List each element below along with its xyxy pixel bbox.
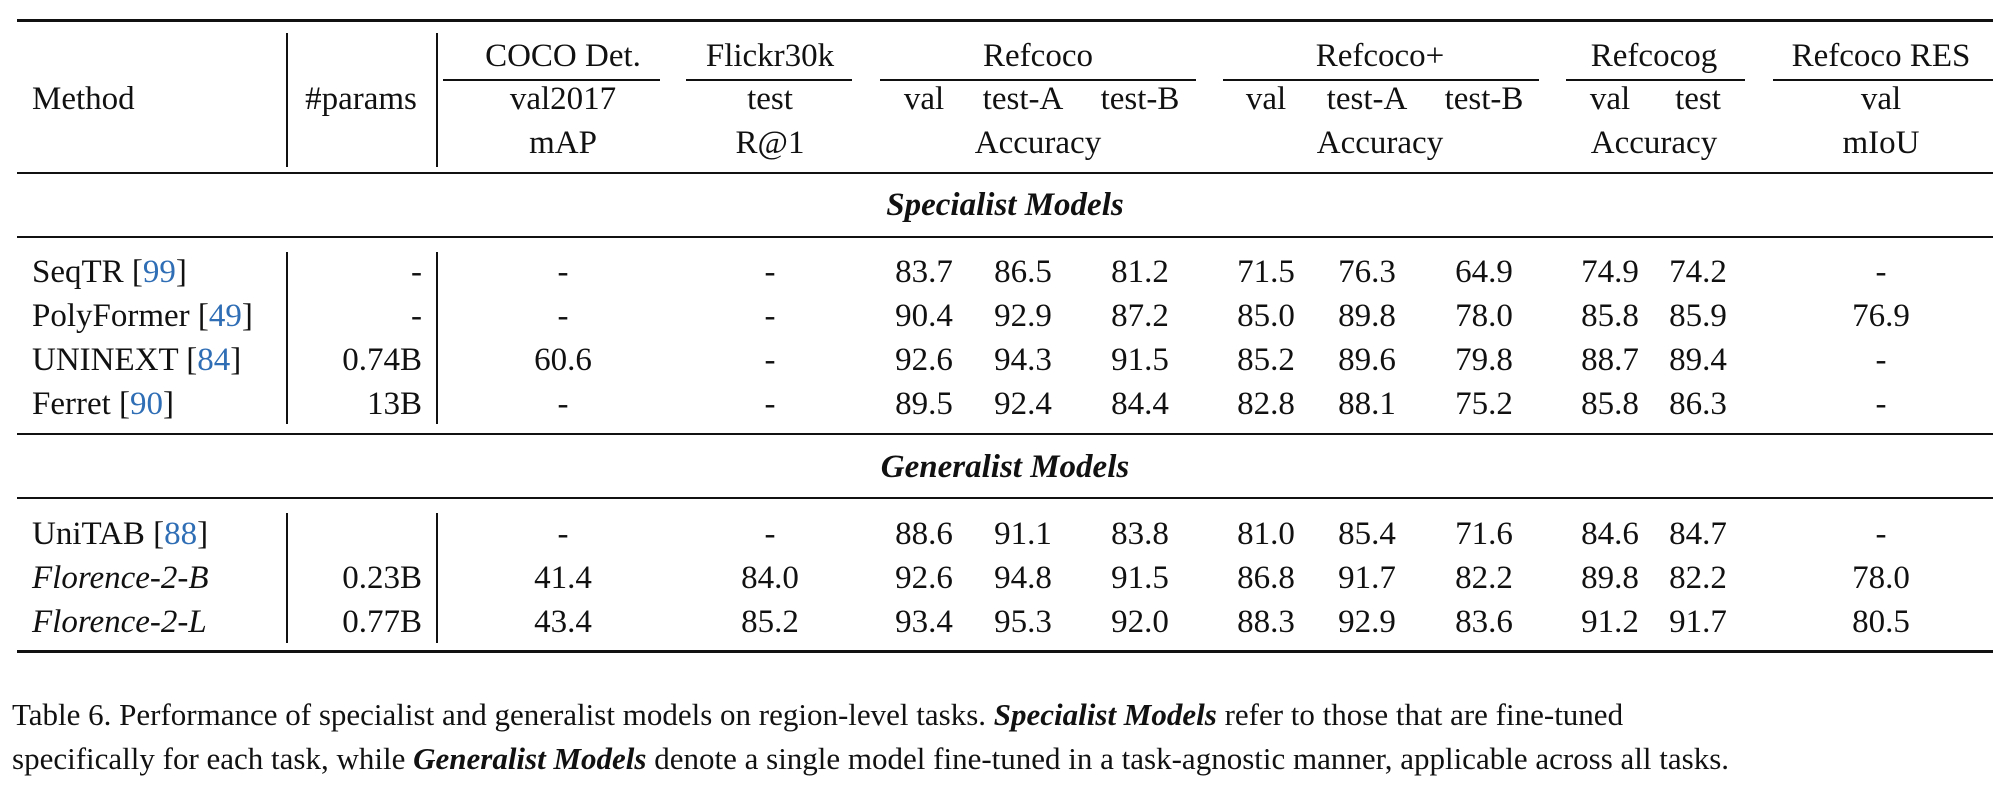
value-cell: -: [557, 254, 569, 290]
params-cell: -: [411, 254, 422, 290]
value-cell: -: [1875, 516, 1887, 552]
value-cell: 87.2: [1111, 298, 1169, 334]
value-cell: 93.4: [895, 604, 953, 640]
value-cell: 89.8: [1581, 560, 1639, 596]
value-cell: 89.6: [1338, 342, 1396, 378]
citation-link[interactable]: 84: [197, 342, 231, 378]
value-cell: 86.3: [1669, 386, 1727, 422]
value-cell: 92.9: [994, 298, 1052, 334]
value-cell: 64.9: [1455, 254, 1513, 290]
value-cell: 88.7: [1581, 342, 1639, 378]
value-cell: 85.8: [1581, 298, 1639, 334]
method-name: PolyFormer [49]: [32, 298, 253, 334]
params-cell: 13B: [366, 386, 422, 422]
value-cell: 88.1: [1338, 386, 1396, 422]
value-cell: 90.4: [895, 298, 953, 334]
value-cell: 92.6: [895, 560, 953, 596]
metric-header: R@1: [735, 125, 805, 161]
value-cell: 80.5: [1852, 604, 1910, 640]
caption-emphasis: Generalist Models: [413, 741, 647, 776]
group-header: Refcoco RES: [1791, 38, 1971, 74]
method-label: SeqTR: [32, 254, 124, 290]
value-cell: 91.7: [1338, 560, 1396, 596]
group-header: Refcoco: [983, 38, 1093, 74]
group-header: Refcocog: [1590, 38, 1718, 74]
value-cell: 92.0: [1111, 604, 1169, 640]
value-cell: -: [557, 386, 569, 422]
value-cell: 89.8: [1338, 298, 1396, 334]
value-cell: 43.4: [534, 604, 592, 640]
value-cell: -: [1875, 342, 1887, 378]
value-cell: 74.2: [1669, 254, 1727, 290]
value-cell: 71.5: [1237, 254, 1295, 290]
value-cell: 94.3: [994, 342, 1052, 378]
value-cell: 88.3: [1237, 604, 1295, 640]
value-cell: 89.5: [895, 386, 953, 422]
value-cell: 84.7: [1669, 516, 1727, 552]
value-cell: 84.6: [1581, 516, 1639, 552]
value-cell: 85.8: [1581, 386, 1639, 422]
caption-line: [12, 737, 1994, 781]
value-cell: 83.8: [1111, 516, 1169, 552]
value-cell: 60.6: [534, 342, 592, 378]
method-name: UniTAB [88]: [32, 516, 209, 552]
value-cell: -: [557, 516, 569, 552]
value-cell: -: [764, 516, 776, 552]
group-header: Flickr30k: [705, 38, 835, 74]
value-cell: -: [764, 386, 776, 422]
split-header: test-A: [1326, 81, 1408, 117]
value-cell: 83.6: [1455, 604, 1513, 640]
method-label: Ferret: [32, 386, 111, 422]
group-header: Refcoco+: [1315, 38, 1445, 74]
value-cell: 75.2: [1455, 386, 1513, 422]
column-separator: [436, 513, 438, 643]
metric-header: mIoU: [1842, 125, 1920, 161]
method-name: [32, 558, 209, 598]
value-cell: 86.5: [994, 254, 1052, 290]
value-cell: 76.3: [1338, 254, 1396, 290]
top-rule: [17, 19, 1993, 22]
split-header: val2017: [509, 81, 617, 117]
method-name: UNINEXT [84]: [32, 342, 242, 378]
params-cell: 0.23B: [342, 560, 422, 596]
group-header: COCO Det.: [485, 38, 641, 74]
citation-link[interactable]: 88: [164, 516, 198, 552]
value-cell: 92.9: [1338, 604, 1396, 640]
value-cell: 92.6: [895, 342, 953, 378]
method-name: [32, 602, 207, 642]
method-name: Ferret [90]: [32, 386, 175, 422]
method-label: Florence-2-L: [32, 604, 207, 640]
method-name: SeqTR [99]: [32, 254, 187, 290]
params-cell: 0.74B: [342, 342, 422, 378]
value-cell: 91.5: [1111, 560, 1169, 596]
section-title: Specialist Models: [886, 187, 1124, 223]
value-cell: 91.2: [1581, 604, 1639, 640]
section-title: Generalist Models: [880, 449, 1130, 485]
value-cell: 82.2: [1455, 560, 1513, 596]
caption-text: Table 6. Performance of specialist and generalist models on region-level tasks.: [12, 697, 994, 732]
params-cell: -: [411, 298, 422, 334]
caption-line: [12, 693, 1994, 737]
caption-text: specifically for each task, while: [12, 741, 414, 776]
value-cell: 86.8: [1237, 560, 1295, 596]
value-cell: -: [764, 342, 776, 378]
value-cell: 85.9: [1669, 298, 1727, 334]
method-label: UniTAB: [32, 516, 145, 552]
value-cell: 78.0: [1852, 560, 1910, 596]
split-header: val: [903, 81, 945, 117]
split-header: val: [1589, 81, 1631, 117]
value-cell: -: [557, 298, 569, 334]
value-cell: -: [764, 298, 776, 334]
value-cell: 79.8: [1455, 342, 1513, 378]
column-separator: [436, 252, 438, 424]
split-header: test-A: [982, 81, 1064, 117]
split-header: test-B: [1100, 81, 1180, 117]
split-header: val: [1245, 81, 1287, 117]
value-cell: -: [764, 254, 776, 290]
value-cell: 74.9: [1581, 254, 1639, 290]
metric-header: Accuracy: [1590, 125, 1718, 161]
column-separator: [286, 252, 288, 424]
method-label: Florence-2-B: [32, 560, 209, 596]
metric-header: mAP: [529, 125, 597, 161]
column-separator: [286, 513, 288, 643]
caption-text: refer to those that are fine-tuned: [1216, 697, 1624, 732]
value-cell: 94.8: [994, 560, 1052, 596]
caption-emphasis: Specialist Models: [993, 697, 1217, 732]
column-separator: [286, 33, 288, 167]
value-cell: 92.4: [994, 386, 1052, 422]
method-header: Method: [32, 81, 135, 117]
table-caption: [12, 693, 1994, 781]
section-rule: [17, 497, 1993, 499]
value-cell: 71.6: [1455, 516, 1513, 552]
value-cell: 95.3: [994, 604, 1052, 640]
value-cell: 78.0: [1455, 298, 1513, 334]
value-cell: 83.7: [895, 254, 953, 290]
params-cell: 0.77B: [342, 604, 422, 640]
citation-link[interactable]: 49: [208, 298, 242, 334]
value-cell: 85.2: [741, 604, 799, 640]
value-cell: 41.4: [534, 560, 592, 596]
value-cell: -: [1875, 386, 1887, 422]
value-cell: 82.8: [1237, 386, 1295, 422]
value-cell: 89.4: [1669, 342, 1727, 378]
method-label: PolyFormer: [32, 298, 190, 334]
metric-header: Accuracy: [1316, 125, 1444, 161]
value-cell: 84.4: [1111, 386, 1169, 422]
method-label: UNINEXT: [32, 342, 179, 378]
value-cell: 91.5: [1111, 342, 1169, 378]
split-header: test-B: [1444, 81, 1524, 117]
citation-link[interactable]: 99: [142, 254, 176, 290]
split-header: val: [1860, 81, 1902, 117]
header-rule: [17, 172, 1993, 174]
params-header: #params: [305, 81, 417, 117]
value-cell: 85.4: [1338, 516, 1396, 552]
split-header: test: [747, 81, 793, 117]
value-cell: 82.2: [1669, 560, 1727, 596]
value-cell: 81.2: [1111, 254, 1169, 290]
value-cell: 85.2: [1237, 342, 1295, 378]
caption-text: denote a single model fine-tuned in a task-agnostic manner, applicable across all tasks.: [646, 741, 1730, 776]
metric-header: Accuracy: [974, 125, 1102, 161]
value-cell: -: [1875, 254, 1887, 290]
value-cell: 91.1: [994, 516, 1052, 552]
citation-link[interactable]: 90: [130, 386, 164, 422]
value-cell: 76.9: [1852, 298, 1910, 334]
value-cell: 84.0: [741, 560, 799, 596]
bottom-rule: [17, 650, 1993, 653]
value-cell: 91.7: [1669, 604, 1727, 640]
section-rule: [17, 236, 1993, 238]
column-separator: [436, 33, 438, 167]
value-cell: 81.0: [1237, 516, 1295, 552]
value-cell: 88.6: [895, 516, 953, 552]
value-cell: 85.0: [1237, 298, 1295, 334]
section-rule: [17, 433, 1993, 435]
split-header: test: [1675, 81, 1721, 117]
